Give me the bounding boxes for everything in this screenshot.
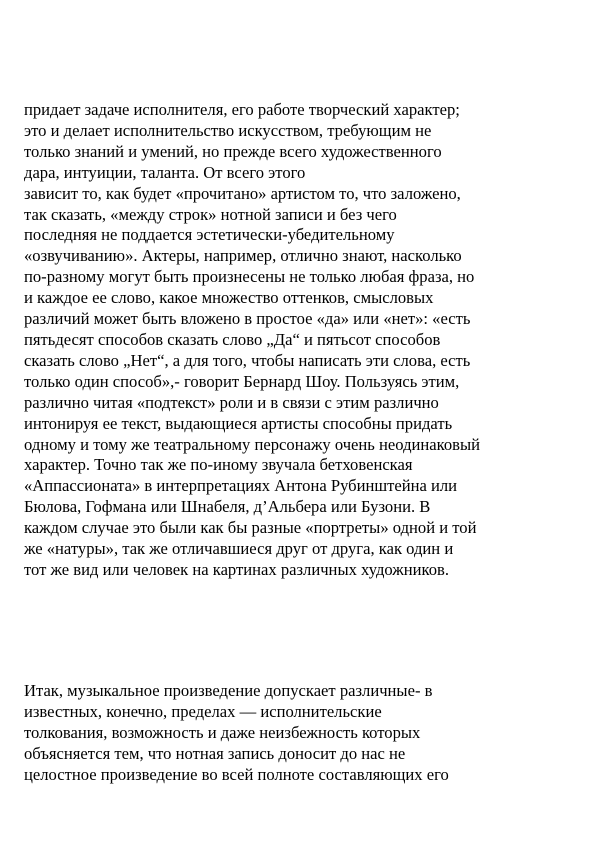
text-line: только один способ»,- говорит Бернард Шоу. Пользуясь этим, [24, 371, 460, 391]
text-line: каждом случае это были как бы разные «портреты» одной и той [24, 518, 477, 538]
text-line: это и делает исполнительство искусством, требующим не [24, 120, 432, 140]
text-line: различно читая «подтекст» роли и в связи с этим различно [24, 392, 439, 412]
text-line: одному и тому же театральному персонажу очень неодинаковый [24, 434, 481, 454]
text-line: тот же вид или человек на картинах различных художников. [24, 559, 450, 579]
text-line: по-разному могут быть произнесены не только любая фраза, но [24, 267, 475, 287]
text-line: характер. Точно так же по-иному звучала бетховенская [24, 455, 413, 475]
text-line: зависит то, как будет «прочитано» артистом то, что заложено, [24, 183, 461, 203]
paragraph [24, 100, 584, 581]
text-line: Итак, музыкальное произведение допускает различные- в [24, 681, 433, 700]
text-line: интонируя ее текст, выдающиеся артисты способны придать [24, 413, 453, 433]
text-line: «озвучиванию». Актеры, например, отлично знают, насколько [24, 246, 462, 266]
text-line: Бюлова, Гофмана или Шнабеля, д’Альбера или Бузони. В [24, 497, 431, 517]
text-line: целостное произведение во всей полноте составляющих его [24, 764, 449, 784]
text-line: пятьдесят способов сказать слово „Да“ и пятьсот способов [24, 329, 441, 349]
text-line: последняя не поддается эстетически-убедительному [24, 225, 395, 245]
text-line: различий может быть вложено в простое «да» или «нет»: «есть [24, 309, 471, 329]
text-line: придает задаче исполнителя, его работе творческий характер; [24, 100, 460, 119]
text-line: известных, конечно, пределах — исполнительские [24, 701, 382, 721]
text-line: «Аппассионата» в интерпретациях Антона Рубинштейна или [24, 476, 458, 496]
text-line: только знаний и умений, но прежде всего художественного [24, 141, 442, 161]
text-line: же «натуры», так же отличавшиеся друг от друга, как один и [24, 539, 454, 559]
text-line: объясняется тем, что нотная запись доносит до нас не [24, 743, 406, 763]
text-line: дара, интуиции, таланта. От всего этого [24, 162, 306, 182]
text-line: толкования, возможность и даже неизбежность которых [24, 722, 421, 742]
paragraph [24, 681, 584, 786]
text-line: так сказать, «между строк» нотной записи и без чего [24, 204, 397, 224]
text-line: и каждое ее слово, какое множество оттенков, смысловых [24, 288, 434, 308]
text-line: сказать слово „Нет“, а для того, чтобы написать эти слова, есть [24, 350, 471, 370]
